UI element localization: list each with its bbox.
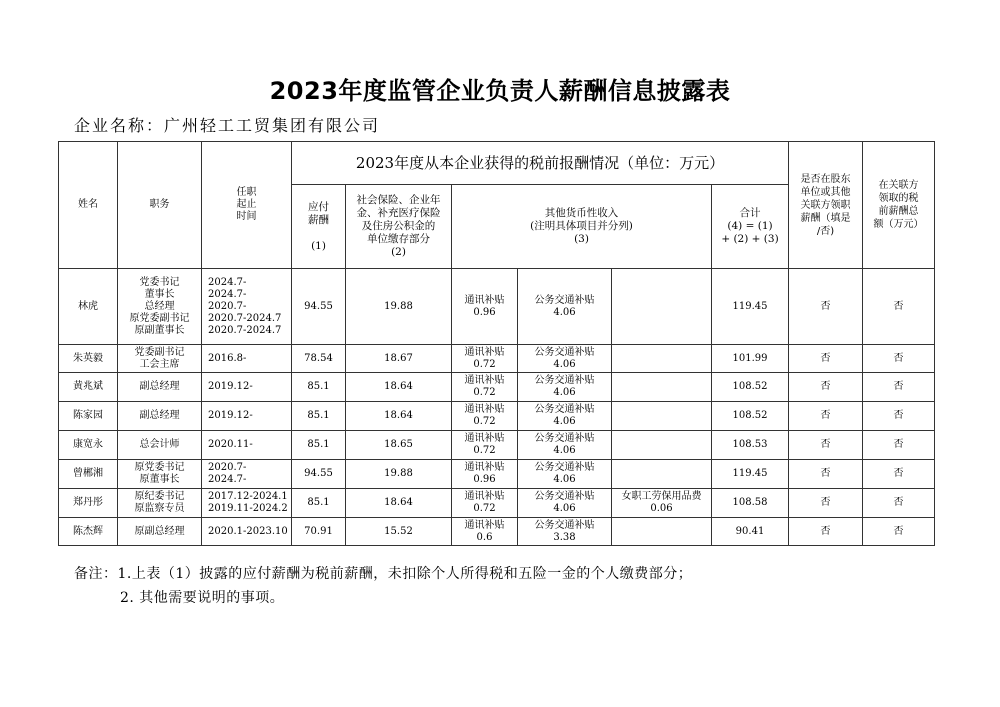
positions-line: 原党委书记 xyxy=(134,462,185,473)
header-total-line: + (2) + (3) xyxy=(721,233,779,245)
header-related-party-line: 单位或其他 xyxy=(800,186,851,198)
header-social-line: 及住房公积金的 xyxy=(361,220,436,232)
related-party-flag: 否 xyxy=(789,345,863,373)
tenures-line: 2024.7- xyxy=(208,288,247,300)
tenures xyxy=(202,345,292,373)
header-tenure-line: 起止 xyxy=(236,199,257,210)
company-name: 企业名称：广州轻工工贸集团有限公司 xyxy=(74,116,381,135)
person-name: 康宽永 xyxy=(59,431,118,460)
positions-line: 党委副书记 xyxy=(134,346,185,358)
header-related-amount-line: 额（万元） xyxy=(873,219,924,230)
positions xyxy=(118,345,202,373)
header-salary-line: 应付 xyxy=(308,200,329,213)
header-total xyxy=(712,185,789,269)
table-row xyxy=(59,269,935,345)
tenures-line: 2016.8- xyxy=(208,352,247,364)
other-income-transport-line: 公务交通补贴 xyxy=(534,346,595,358)
positions xyxy=(118,269,202,345)
other-income-communication-line: 0.72 xyxy=(473,358,496,370)
other-income-communication xyxy=(452,431,518,460)
other-income-transport xyxy=(518,269,612,345)
positions xyxy=(118,518,202,546)
person-name: 林虎 xyxy=(59,269,118,345)
tenures xyxy=(202,489,292,518)
other-income-extra xyxy=(612,373,712,402)
total: 108.58 xyxy=(712,489,789,518)
positions-line: 原董事长 xyxy=(139,474,180,485)
header-social-line: 单位缴存部分 xyxy=(367,233,430,245)
tenures-line: 2020.7- xyxy=(208,300,247,312)
related-party-flag: 否 xyxy=(789,373,863,402)
table-row xyxy=(59,345,935,373)
other-income-transport xyxy=(518,489,612,518)
related-party-flag: 否 xyxy=(789,402,863,431)
tenures-line: 2019.12- xyxy=(208,381,253,392)
other-income-transport xyxy=(518,345,612,373)
related-party-amount: 否 xyxy=(863,518,935,546)
total: 101.99 xyxy=(712,345,789,373)
other-income-transport-line: 4.06 xyxy=(553,445,576,456)
header-related-amount-line: 在关联方 xyxy=(878,180,919,191)
other-income-extra xyxy=(612,345,712,373)
social-contribution: 18.64 xyxy=(346,373,452,402)
other-income-communication xyxy=(452,460,518,489)
positions-line: 副总经理 xyxy=(139,410,180,421)
tenures-line: 2020.7-2024.7 xyxy=(208,312,282,324)
other-income-extra xyxy=(612,402,712,431)
header-other-income-line: (3) xyxy=(574,233,589,245)
related-party-amount: 否 xyxy=(863,460,935,489)
related-party-flag: 否 xyxy=(789,431,863,460)
positions-line: 副总经理 xyxy=(139,381,180,392)
social-contribution: 18.67 xyxy=(346,345,452,373)
other-income-transport-line: 公务交通补贴 xyxy=(534,433,595,444)
person-name: 朱英毅 xyxy=(59,345,118,373)
other-income-extra xyxy=(612,460,712,489)
positions xyxy=(118,373,202,402)
header-total-line: 合计 xyxy=(739,207,761,219)
header-related-party-line: /否) xyxy=(816,225,835,237)
tenures-line: 2017.12-2024.1 xyxy=(208,491,288,502)
other-income-transport-line: 公务交通补贴 xyxy=(534,519,595,531)
other-income-communication xyxy=(452,345,518,373)
salary: 78.54 xyxy=(292,345,346,373)
salary: 70.91 xyxy=(292,518,346,546)
salary: 94.55 xyxy=(292,460,346,489)
related-party-flag: 否 xyxy=(789,269,863,345)
positions xyxy=(118,431,202,460)
other-income-communication-line: 0.72 xyxy=(473,445,496,456)
salary: 94.55 xyxy=(292,269,346,345)
other-income-communication-line: 通讯补贴 xyxy=(464,462,505,473)
positions-line: 工会主席 xyxy=(139,358,180,370)
other-income-transport-line: 4.06 xyxy=(553,416,576,427)
tenures xyxy=(202,373,292,402)
other-income-extra xyxy=(612,269,712,345)
salary-table xyxy=(58,141,935,546)
other-income-transport xyxy=(518,460,612,489)
positions-line: 总经理 xyxy=(144,300,175,312)
tenures-line: 2019.11-2024.2 xyxy=(208,503,288,514)
header-related-amount-line: 领取的税 xyxy=(878,193,919,204)
other-income-communication-line: 0.72 xyxy=(473,416,496,427)
other-income-extra xyxy=(612,489,712,518)
tenures xyxy=(202,269,292,345)
salary: 85.1 xyxy=(292,489,346,518)
other-income-communication-line: 0.96 xyxy=(473,306,496,318)
header-name: 姓名 xyxy=(59,142,118,269)
header-social xyxy=(346,185,452,269)
related-party-amount: 否 xyxy=(863,373,935,402)
table-row xyxy=(59,489,935,518)
related-party-amount: 否 xyxy=(863,431,935,460)
tenures xyxy=(202,431,292,460)
other-income-transport-line: 4.06 xyxy=(553,306,576,318)
table-row xyxy=(59,402,935,431)
salary: 85.1 xyxy=(292,373,346,402)
other-income-communication xyxy=(452,489,518,518)
total: 108.52 xyxy=(712,373,789,402)
social-contribution: 15.52 xyxy=(346,518,452,546)
table-row xyxy=(59,460,935,489)
header-total-line: (4) = (1) xyxy=(727,220,773,232)
total: 119.45 xyxy=(712,269,789,345)
related-party-flag: 否 xyxy=(789,518,863,546)
tenures-line: 2019.12- xyxy=(208,410,253,421)
other-income-transport xyxy=(518,373,612,402)
positions-line: 总会计师 xyxy=(139,439,180,450)
tenures-line: 2020.11- xyxy=(208,439,253,450)
salary: 85.1 xyxy=(292,431,346,460)
header-related-party-line: 薪酬（填是 xyxy=(800,212,851,224)
header-position: 职务 xyxy=(118,142,202,269)
header-related-party-line: 关联方领职 xyxy=(800,199,851,211)
other-income-transport-line: 公务交通补贴 xyxy=(534,491,595,502)
related-party-amount: 否 xyxy=(863,345,935,373)
header-salary-line: (1) xyxy=(311,239,326,252)
positions-line: 原党委副书记 xyxy=(129,312,190,324)
positions-line: 原副总经理 xyxy=(134,525,185,537)
related-party-flag: 否 xyxy=(789,460,863,489)
header-social-line: (2) xyxy=(391,246,406,258)
other-income-communication-line: 0.72 xyxy=(473,387,496,398)
person-name: 曾郴湘 xyxy=(59,460,118,489)
other-income-communication-line: 通讯补贴 xyxy=(464,294,505,306)
header-related-party xyxy=(789,142,863,269)
other-income-transport-line: 4.06 xyxy=(553,474,576,485)
other-income-communication xyxy=(452,518,518,546)
header-tenure-line: 时间 xyxy=(236,211,257,222)
positions-line: 原监察专员 xyxy=(134,503,185,514)
other-income-communication-line: 通讯补贴 xyxy=(464,433,505,444)
other-income-communication-line: 通讯补贴 xyxy=(464,375,505,386)
other-income-extra xyxy=(612,518,712,546)
other-income-transport xyxy=(518,402,612,431)
related-party-amount: 否 xyxy=(863,402,935,431)
header-tenure-line: 任职 xyxy=(236,187,257,198)
other-income-transport-line: 4.06 xyxy=(553,358,576,370)
header-related-amount xyxy=(863,142,935,269)
table-row xyxy=(59,518,935,546)
total: 108.52 xyxy=(712,402,789,431)
other-income-communication xyxy=(452,269,518,345)
table-row xyxy=(59,373,935,402)
related-party-amount: 否 xyxy=(863,269,935,345)
positions xyxy=(118,402,202,431)
header-salary-line: 薪酬 xyxy=(308,213,329,226)
other-income-communication-line: 通讯补贴 xyxy=(464,519,505,531)
other-income-transport-line: 公务交通补贴 xyxy=(534,404,595,415)
other-income-transport-line: 3.38 xyxy=(553,531,576,543)
person-name: 陈家园 xyxy=(59,402,118,431)
other-income-communication xyxy=(452,373,518,402)
tenures xyxy=(202,460,292,489)
total: 90.41 xyxy=(712,518,789,546)
tenures-line: 2020.7- xyxy=(208,462,247,473)
tenures-line: 2024.7- xyxy=(208,276,247,288)
tenures xyxy=(202,518,292,546)
other-income-transport-line: 公务交通补贴 xyxy=(534,375,595,386)
tenures-line: 2024.7- xyxy=(208,474,247,485)
other-income-transport xyxy=(518,518,612,546)
social-contribution: 18.64 xyxy=(346,402,452,431)
notes xyxy=(74,562,692,610)
table-row xyxy=(59,431,935,460)
person-name: 黄兆斌 xyxy=(59,373,118,402)
header-related-party-line: 是否在股东 xyxy=(800,173,851,185)
social-contribution: 19.88 xyxy=(346,460,452,489)
header-related-amount-line: 前薪酬总 xyxy=(878,206,919,217)
other-income-transport-line: 公务交通补贴 xyxy=(534,294,595,306)
other-income-extra-line: 0.06 xyxy=(650,503,673,514)
total: 119.45 xyxy=(712,460,789,489)
other-income-extra-line: 女职工劳保用品费 xyxy=(621,491,702,502)
header-other-income-line: (注明具体项目并分列) xyxy=(530,220,633,232)
other-income-communication-line: 0.96 xyxy=(473,474,496,485)
page-title: 2023年度监管企业负责人薪酬信息披露表 xyxy=(269,77,731,105)
positions xyxy=(118,460,202,489)
tenures xyxy=(202,402,292,431)
positions-line: 原副董事长 xyxy=(134,324,185,336)
other-income-communication xyxy=(452,402,518,431)
other-income-communication-line: 通讯补贴 xyxy=(464,346,505,358)
tenures-line: 2020.1-2023.10 xyxy=(208,525,288,537)
note-2: 2. 其他需要说明的事项。 xyxy=(120,590,285,606)
positions xyxy=(118,489,202,518)
other-income-transport-line: 4.06 xyxy=(553,503,576,514)
person-name: 陈杰辉 xyxy=(59,518,118,546)
header-other-income xyxy=(452,185,712,269)
total: 108.53 xyxy=(712,431,789,460)
header-salary xyxy=(292,185,346,269)
other-income-transport-line: 4.06 xyxy=(553,387,576,398)
other-income-communication-line: 0.72 xyxy=(473,503,496,514)
header-social-line: 社会保险、企业年 xyxy=(356,194,441,206)
salary: 85.1 xyxy=(292,402,346,431)
related-party-amount: 否 xyxy=(863,489,935,518)
person-name: 郑丹彤 xyxy=(59,489,118,518)
header-other-income-line: 其他货币性收入 xyxy=(544,207,619,219)
other-income-communication-line: 通讯补贴 xyxy=(464,491,505,502)
header-tenure xyxy=(202,142,292,269)
positions-line: 党委书记 xyxy=(139,276,180,288)
note-1: 备注：1.上表（1）披露的应付薪酬为税前薪酬，未扣除个人所得税和五险一金的个人缴费部分； xyxy=(74,566,693,582)
social-contribution: 18.65 xyxy=(346,431,452,460)
positions-line: 原纪委书记 xyxy=(134,491,185,502)
header-pay-group: 2023年度从本企业获得的税前报酬情况（单位：万元） xyxy=(292,142,789,185)
positions-line: 董事长 xyxy=(144,288,175,300)
other-income-transport xyxy=(518,431,612,460)
social-contribution: 19.88 xyxy=(346,269,452,345)
header-salary-line xyxy=(292,227,345,240)
tenures-line: 2020.7-2024.7 xyxy=(208,324,282,336)
header-social-line: 金、补充医疗保险 xyxy=(356,207,441,219)
other-income-communication-line: 0.6 xyxy=(476,531,493,543)
related-party-flag: 否 xyxy=(789,489,863,518)
other-income-communication-line: 通讯补贴 xyxy=(464,404,505,415)
social-contribution: 18.64 xyxy=(346,489,452,518)
other-income-transport-line: 公务交通补贴 xyxy=(534,462,595,473)
other-income-extra xyxy=(612,431,712,460)
